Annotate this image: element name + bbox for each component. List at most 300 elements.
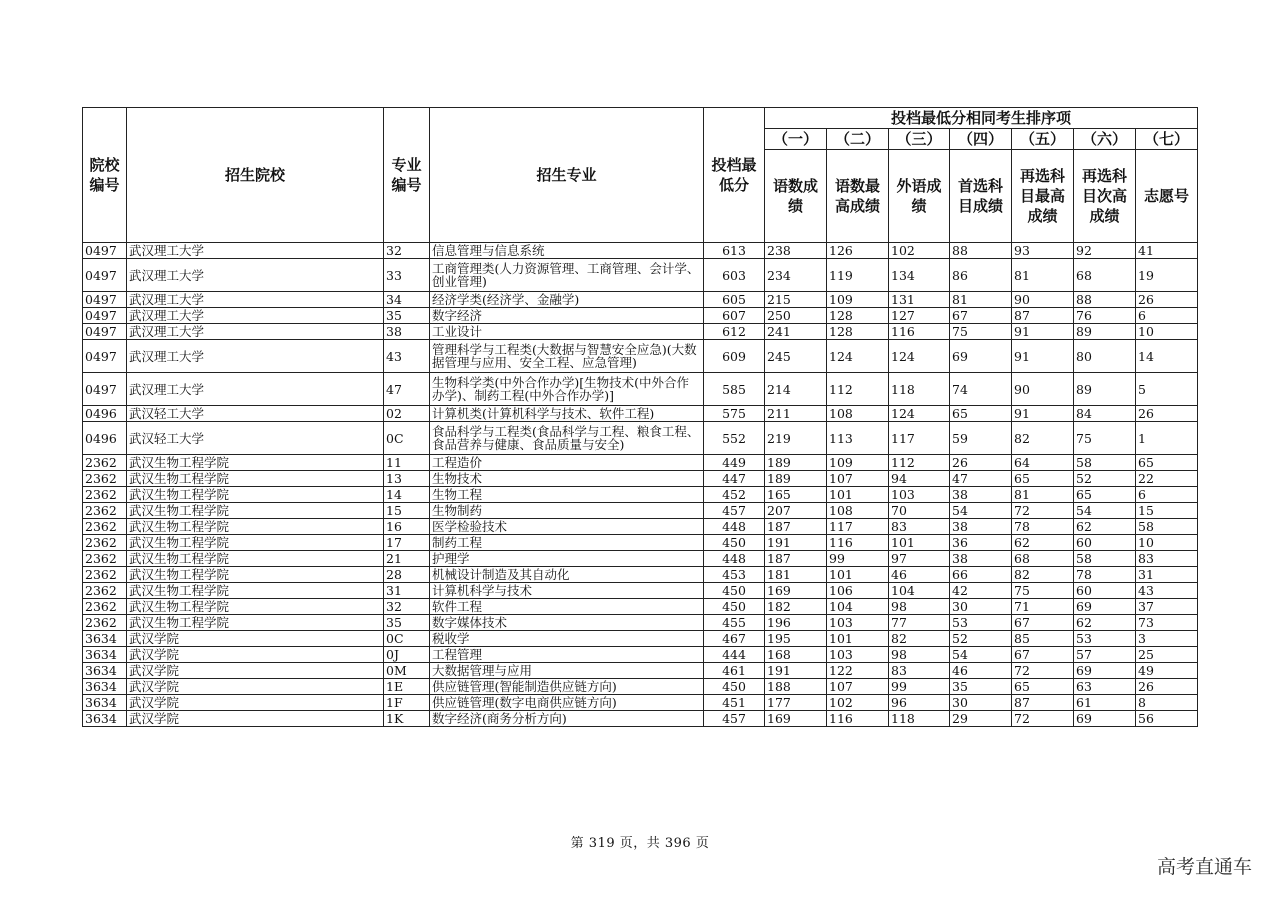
cell-preference-no: 56 [1136,711,1198,727]
cell-school-code: 2362 [83,535,127,551]
cell-score-3: 117 [889,422,950,455]
cell-score-6: 58 [1074,551,1136,567]
cell-score-5: 82 [1012,567,1074,583]
cell-score-6: 57 [1074,647,1136,663]
header-order-1: （一） [765,129,827,150]
cell-min-score: 452 [704,487,765,503]
cell-school-name: 武汉理工大学 [127,324,384,340]
cell-score-6: 54 [1074,503,1136,519]
cell-score-6: 53 [1074,631,1136,647]
cell-major-code: 32 [384,599,430,615]
cell-school-code: 0497 [83,324,127,340]
cell-score-4: 38 [950,487,1012,503]
cell-major-code: 28 [384,567,430,583]
header-min-score: 投档最低分 [704,108,765,243]
cell-score-4: 66 [950,567,1012,583]
cell-major-name: 经济学类(经济学、金融学) [430,292,704,308]
cell-score-3: 102 [889,243,950,259]
cell-major-code: 0M [384,663,430,679]
table-row [83,406,1198,422]
cell-school-name: 武汉轻工大学 [127,406,384,422]
cell-score-2: 128 [827,308,889,324]
cell-major-code: 11 [384,455,430,471]
header-item-7: 志愿号 [1136,150,1198,243]
cell-min-score: 603 [704,259,765,292]
cell-score-4: 53 [950,615,1012,631]
cell-score-2: 124 [827,340,889,373]
table-header [83,108,1198,243]
cell-score-5: 65 [1012,679,1074,695]
cell-major-code: 02 [384,406,430,422]
cell-score-2: 103 [827,615,889,631]
cell-school-name: 武汉生物工程学院 [127,471,384,487]
cell-school-name: 武汉学院 [127,647,384,663]
table-row [83,551,1198,567]
cell-major-name: 供应链管理(数字电商供应链方向) [430,695,704,711]
cell-score-5: 82 [1012,422,1074,455]
cell-score-1: 168 [765,647,827,663]
cell-school-code: 3634 [83,663,127,679]
cell-school-name: 武汉生物工程学院 [127,567,384,583]
cell-major-code: 14 [384,487,430,503]
cell-score-6: 89 [1074,373,1136,406]
cell-school-name: 武汉生物工程学院 [127,487,384,503]
cell-score-2: 108 [827,406,889,422]
cell-school-code: 2362 [83,519,127,535]
cell-score-4: 74 [950,373,1012,406]
table-row [83,292,1198,308]
cell-preference-no: 25 [1136,647,1198,663]
cell-school-name: 武汉学院 [127,631,384,647]
cell-min-score: 461 [704,663,765,679]
table-row [83,422,1198,455]
cell-score-2: 101 [827,487,889,503]
header-order-3: （三） [889,129,950,150]
table-row [83,503,1198,519]
cell-score-1: 189 [765,471,827,487]
cell-score-2: 117 [827,519,889,535]
cell-preference-no: 65 [1136,455,1198,471]
cell-school-code: 2362 [83,599,127,615]
cell-score-6: 69 [1074,663,1136,679]
cell-score-3: 98 [889,647,950,663]
cell-school-code: 2362 [83,471,127,487]
cell-score-3: 94 [889,471,950,487]
cell-score-3: 70 [889,503,950,519]
cell-major-name: 数字经济 [430,308,704,324]
cell-min-score: 552 [704,422,765,455]
cell-school-code: 3634 [83,711,127,727]
cell-score-3: 103 [889,487,950,503]
cell-school-code: 0497 [83,243,127,259]
cell-score-1: 182 [765,599,827,615]
table-row [83,308,1198,324]
cell-score-5: 90 [1012,292,1074,308]
cell-major-code: 34 [384,292,430,308]
cell-score-4: 54 [950,647,1012,663]
cell-score-1: 195 [765,631,827,647]
cell-school-name: 武汉生物工程学院 [127,503,384,519]
cell-major-code: 0C [384,631,430,647]
header-order-6: （六） [1074,129,1136,150]
cell-school-code: 2362 [83,487,127,503]
cell-score-1: 250 [765,308,827,324]
cell-min-score: 455 [704,615,765,631]
cell-score-5: 71 [1012,599,1074,615]
header-order-5: （五） [1012,129,1074,150]
cell-major-name: 生物工程 [430,487,704,503]
cell-preference-no: 10 [1136,535,1198,551]
cell-score-5: 87 [1012,695,1074,711]
cell-score-6: 68 [1074,259,1136,292]
cell-preference-no: 26 [1136,292,1198,308]
table-row [83,679,1198,695]
cell-score-1: 177 [765,695,827,711]
cell-score-4: 52 [950,631,1012,647]
cell-score-1: 181 [765,567,827,583]
cell-score-1: 187 [765,551,827,567]
cell-major-name: 食品科学与工程类(食品科学与工程、粮食工程、食品营养与健康、食品质量与安全) [430,422,704,455]
cell-min-score: 450 [704,599,765,615]
cell-major-name: 工业设计 [430,324,704,340]
cell-major-name: 工程管理 [430,647,704,663]
table-row [83,599,1198,615]
cell-school-name: 武汉生物工程学院 [127,551,384,567]
cell-min-score: 453 [704,567,765,583]
cell-school-name: 武汉理工大学 [127,292,384,308]
page-number: 第 319 页，共 396 页 [570,836,710,851]
cell-major-name: 软件工程 [430,599,704,615]
cell-min-score: 457 [704,711,765,727]
cell-major-name: 机械设计制造及其自动化 [430,567,704,583]
table-row [83,455,1198,471]
header-item-2: 语数最高成绩 [827,150,889,243]
cell-score-5: 62 [1012,535,1074,551]
cell-major-name: 生物技术 [430,471,704,487]
cell-preference-no: 19 [1136,259,1198,292]
cell-school-name: 武汉学院 [127,711,384,727]
cell-score-4: 38 [950,519,1012,535]
cell-score-5: 78 [1012,519,1074,535]
cell-preference-no: 14 [1136,340,1198,373]
cell-min-score: 457 [704,503,765,519]
cell-preference-no: 26 [1136,406,1198,422]
cell-school-code: 2362 [83,455,127,471]
cell-preference-no: 43 [1136,583,1198,599]
cell-score-2: 119 [827,259,889,292]
cell-score-5: 91 [1012,340,1074,373]
cell-score-1: 211 [765,406,827,422]
table-row [83,471,1198,487]
cell-score-1: 219 [765,422,827,455]
cell-score-2: 128 [827,324,889,340]
cell-score-2: 113 [827,422,889,455]
header-major-code: 专业编号 [384,108,430,243]
cell-score-2: 102 [827,695,889,711]
cell-score-1: 238 [765,243,827,259]
cell-score-3: 124 [889,406,950,422]
cell-school-code: 2362 [83,567,127,583]
cell-score-6: 78 [1074,567,1136,583]
table-row [83,631,1198,647]
cell-major-name: 计算机科学与技术 [430,583,704,599]
cell-major-name: 信息管理与信息系统 [430,243,704,259]
cell-score-5: 67 [1012,615,1074,631]
cell-score-2: 101 [827,631,889,647]
cell-score-2: 101 [827,567,889,583]
header-order-2: （二） [827,129,889,150]
cell-preference-no: 73 [1136,615,1198,631]
cell-score-5: 90 [1012,373,1074,406]
cell-score-5: 81 [1012,487,1074,503]
cell-score-3: 104 [889,583,950,599]
cell-min-score: 448 [704,519,765,535]
cell-score-1: 188 [765,679,827,695]
cell-score-4: 59 [950,422,1012,455]
cell-min-score: 607 [704,308,765,324]
cell-min-score: 450 [704,679,765,695]
cell-score-1: 165 [765,487,827,503]
cell-score-4: 42 [950,583,1012,599]
cell-major-code: 17 [384,535,430,551]
cell-major-code: 0J [384,647,430,663]
table-row [83,615,1198,631]
table-row [83,567,1198,583]
cell-school-name: 武汉生物工程学院 [127,615,384,631]
cell-score-6: 58 [1074,455,1136,471]
cell-score-3: 127 [889,308,950,324]
cell-min-score: 613 [704,243,765,259]
cell-school-name: 武汉理工大学 [127,308,384,324]
cell-major-code: 15 [384,503,430,519]
cell-score-3: 134 [889,259,950,292]
cell-score-4: 54 [950,503,1012,519]
cell-score-3: 99 [889,679,950,695]
cell-score-3: 101 [889,535,950,551]
cell-school-code: 0496 [83,406,127,422]
cell-score-5: 91 [1012,406,1074,422]
cell-score-1: 187 [765,519,827,535]
cell-score-3: 116 [889,324,950,340]
cell-score-4: 29 [950,711,1012,727]
table-row [83,324,1198,340]
cell-score-5: 67 [1012,647,1074,663]
cell-score-2: 108 [827,503,889,519]
cell-score-6: 62 [1074,519,1136,535]
cell-major-code: 16 [384,519,430,535]
cell-score-1: 234 [765,259,827,292]
cell-score-6: 65 [1074,487,1136,503]
cell-school-name: 武汉理工大学 [127,243,384,259]
cell-major-name: 税收学 [430,631,704,647]
cell-score-4: 30 [950,695,1012,711]
cell-score-3: 124 [889,340,950,373]
cell-major-name: 管理科学与工程类(大数据与智慧安全应急)(大数据管理与应用、安全工程、应急管理) [430,340,704,373]
cell-major-code: 35 [384,615,430,631]
cell-min-score: 605 [704,292,765,308]
cell-score-6: 52 [1074,471,1136,487]
cell-score-3: 112 [889,455,950,471]
cell-score-2: 107 [827,679,889,695]
header-school-name: 招生院校 [127,108,384,243]
cell-score-5: 72 [1012,663,1074,679]
admission-score-table [82,107,1198,727]
cell-score-2: 104 [827,599,889,615]
cell-score-5: 64 [1012,455,1074,471]
table-row [83,663,1198,679]
cell-score-6: 84 [1074,406,1136,422]
cell-major-code: 38 [384,324,430,340]
cell-score-3: 83 [889,663,950,679]
cell-score-3: 97 [889,551,950,567]
cell-score-6: 63 [1074,679,1136,695]
cell-major-name: 生物科学类(中外合作办学)[生物技术(中外合作办学)、制药工程(中外合作办学)] [430,373,704,406]
cell-score-3: 131 [889,292,950,308]
header-item-5: 再选科目最高成绩 [1012,150,1074,243]
cell-score-4: 81 [950,292,1012,308]
cell-min-score: 447 [704,471,765,487]
cell-min-score: 585 [704,373,765,406]
cell-score-4: 26 [950,455,1012,471]
table-body [83,243,1198,727]
cell-score-6: 62 [1074,615,1136,631]
table-row [83,259,1198,292]
cell-preference-no: 41 [1136,243,1198,259]
cell-school-code: 0497 [83,308,127,324]
cell-preference-no: 31 [1136,567,1198,583]
cell-major-name: 数字媒体技术 [430,615,704,631]
cell-school-code: 0496 [83,422,127,455]
cell-preference-no: 3 [1136,631,1198,647]
cell-score-1: 207 [765,503,827,519]
cell-score-2: 122 [827,663,889,679]
cell-score-6: 69 [1074,711,1136,727]
table-row [83,340,1198,373]
cell-score-2: 103 [827,647,889,663]
watermark-text: 高考直通车 [1156,856,1252,878]
cell-score-1: 191 [765,663,827,679]
cell-min-score: 467 [704,631,765,647]
cell-score-5: 87 [1012,308,1074,324]
cell-school-name: 武汉生物工程学院 [127,519,384,535]
cell-score-6: 61 [1074,695,1136,711]
cell-score-6: 60 [1074,535,1136,551]
cell-score-2: 126 [827,243,889,259]
cell-score-3: 83 [889,519,950,535]
cell-school-code: 2362 [83,583,127,599]
cell-school-code: 0497 [83,373,127,406]
cell-preference-no: 22 [1136,471,1198,487]
cell-score-6: 80 [1074,340,1136,373]
cell-score-3: 98 [889,599,950,615]
cell-major-name: 工程造价 [430,455,704,471]
cell-score-3: 46 [889,567,950,583]
cell-preference-no: 6 [1136,308,1198,324]
header-item-3: 外语成绩 [889,150,950,243]
cell-score-5: 85 [1012,631,1074,647]
cell-school-name: 武汉学院 [127,679,384,695]
cell-score-1: 169 [765,711,827,727]
cell-preference-no: 5 [1136,373,1198,406]
cell-major-code: 21 [384,551,430,567]
table-row [83,695,1198,711]
cell-score-2: 107 [827,471,889,487]
cell-preference-no: 26 [1136,679,1198,695]
cell-score-4: 67 [950,308,1012,324]
cell-score-4: 35 [950,679,1012,695]
cell-school-code: 3634 [83,647,127,663]
cell-score-5: 75 [1012,583,1074,599]
cell-major-code: 47 [384,373,430,406]
cell-preference-no: 1 [1136,422,1198,455]
cell-score-5: 91 [1012,324,1074,340]
cell-score-1: 245 [765,340,827,373]
cell-score-1: 241 [765,324,827,340]
cell-score-6: 88 [1074,292,1136,308]
cell-min-score: 450 [704,583,765,599]
cell-major-name: 医学检验技术 [430,519,704,535]
header-order-7: （七） [1136,129,1198,150]
cell-school-name: 武汉学院 [127,695,384,711]
cell-score-2: 109 [827,292,889,308]
cell-score-3: 118 [889,373,950,406]
cell-major-code: 0C [384,422,430,455]
cell-score-4: 36 [950,535,1012,551]
table-row [83,583,1198,599]
header-item-1: 语数成绩 [765,150,827,243]
cell-score-3: 118 [889,711,950,727]
cell-major-name: 生物制药 [430,503,704,519]
cell-school-code: 3634 [83,679,127,695]
cell-score-6: 60 [1074,583,1136,599]
cell-score-1: 169 [765,583,827,599]
table-row [83,243,1198,259]
cell-school-name: 武汉学院 [127,663,384,679]
cell-score-1: 189 [765,455,827,471]
cell-major-code: 1E [384,679,430,695]
header-major-name: 招生专业 [430,108,704,243]
cell-major-name: 工商管理类(人力资源管理、工商管理、会计学、创业管理) [430,259,704,292]
cell-min-score: 449 [704,455,765,471]
cell-score-6: 76 [1074,308,1136,324]
cell-school-code: 0497 [83,259,127,292]
cell-score-4: 38 [950,551,1012,567]
header-item-6: 再选科目次高成绩 [1074,150,1136,243]
table-row [83,519,1198,535]
cell-score-6: 75 [1074,422,1136,455]
header-school-code: 院校编号 [83,108,127,243]
cell-score-5: 72 [1012,711,1074,727]
cell-school-code: 2362 [83,551,127,567]
cell-major-name: 制药工程 [430,535,704,551]
cell-score-5: 81 [1012,259,1074,292]
cell-school-code: 3634 [83,631,127,647]
cell-score-3: 82 [889,631,950,647]
cell-score-2: 99 [827,551,889,567]
cell-score-6: 92 [1074,243,1136,259]
cell-major-name: 数字经济(商务分析方向) [430,711,704,727]
cell-score-5: 72 [1012,503,1074,519]
cell-score-4: 46 [950,663,1012,679]
cell-score-2: 116 [827,535,889,551]
cell-school-name: 武汉理工大学 [127,373,384,406]
cell-score-4: 86 [950,259,1012,292]
cell-school-name: 武汉轻工大学 [127,422,384,455]
cell-major-code: 13 [384,471,430,487]
cell-major-code: 1K [384,711,430,727]
cell-score-4: 69 [950,340,1012,373]
cell-min-score: 451 [704,695,765,711]
